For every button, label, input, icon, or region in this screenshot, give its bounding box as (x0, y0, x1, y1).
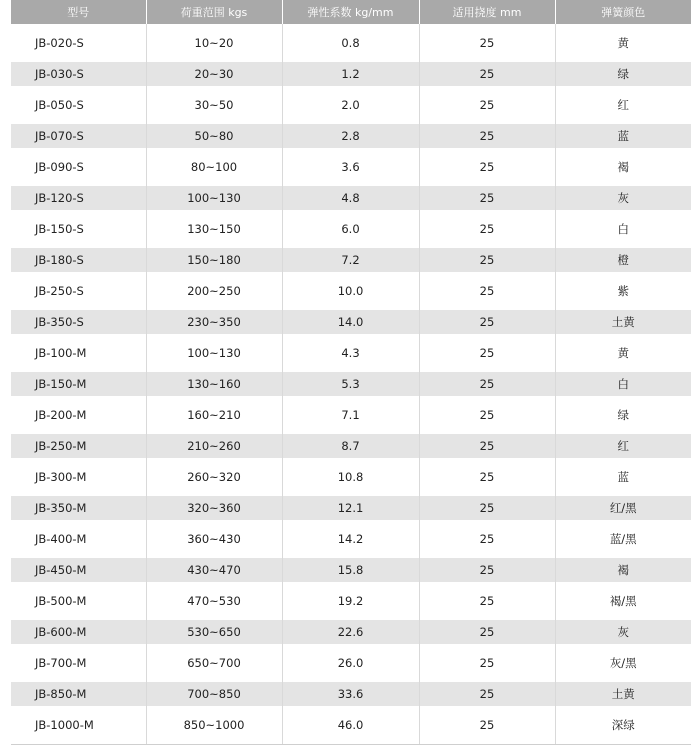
deflection-cell: 25 (419, 334, 555, 372)
spring-color-cell: 蓝 (555, 124, 691, 148)
load-range-cell: 150~180 (146, 248, 282, 272)
table-row (11, 186, 691, 210)
model-cell: JB-250-M (11, 434, 146, 458)
load-range-cell: 850~1000 (146, 706, 282, 745)
table-row (11, 434, 691, 458)
model-cell: JB-600-M (11, 620, 146, 644)
table-row (11, 124, 691, 148)
spring-rate-cell: 2.8 (282, 124, 419, 148)
load-range-cell: 430~470 (146, 558, 282, 582)
spring-rate-cell: 7.1 (282, 396, 419, 434)
table-row (11, 248, 691, 272)
spring-color-cell: 蓝/黑 (555, 520, 691, 558)
table-row (11, 644, 691, 682)
deflection-cell: 25 (419, 124, 555, 148)
spring-rate-cell: 33.6 (282, 682, 419, 706)
table-row (11, 24, 691, 62)
table-row (11, 682, 691, 706)
load-range-cell: 100~130 (146, 334, 282, 372)
header-deflection: 适用挠度 mm (419, 0, 555, 24)
load-range-cell: 360~430 (146, 520, 282, 558)
model-cell: JB-150-M (11, 372, 146, 396)
deflection-cell: 25 (419, 706, 555, 745)
model-cell: JB-350-S (11, 310, 146, 334)
spring-rate-cell: 6.0 (282, 210, 419, 248)
load-range-cell: 130~160 (146, 372, 282, 396)
deflection-cell: 25 (419, 682, 555, 706)
spring-rate-cell: 7.2 (282, 248, 419, 272)
model-cell: JB-1000-M (11, 706, 146, 745)
spring-color-cell: 深绿 (555, 706, 691, 745)
table-row (11, 310, 691, 334)
deflection-cell: 25 (419, 62, 555, 86)
deflection-cell: 25 (419, 434, 555, 458)
load-range-cell: 80~100 (146, 148, 282, 186)
deflection-cell: 25 (419, 582, 555, 620)
deflection-cell: 25 (419, 210, 555, 248)
model-cell: JB-070-S (11, 124, 146, 148)
spring-rate-cell: 4.8 (282, 186, 419, 210)
table-body (11, 24, 691, 745)
table-row (11, 558, 691, 582)
spring-rate-cell: 2.0 (282, 86, 419, 124)
header-load-range: 荷重范围 kgs (146, 0, 282, 24)
model-cell: JB-200-M (11, 396, 146, 434)
table-header-row (11, 0, 691, 24)
load-range-cell: 260~320 (146, 458, 282, 496)
spring-rate-cell: 26.0 (282, 644, 419, 682)
spring-color-cell: 褐 (555, 558, 691, 582)
spring-rate-cell: 1.2 (282, 62, 419, 86)
load-range-cell: 320~360 (146, 496, 282, 520)
spring-rate-cell: 3.6 (282, 148, 419, 186)
deflection-cell: 25 (419, 372, 555, 396)
model-cell: JB-100-M (11, 334, 146, 372)
model-cell: JB-090-S (11, 148, 146, 186)
model-cell: JB-500-M (11, 582, 146, 620)
deflection-cell: 25 (419, 248, 555, 272)
spring-color-cell: 褐 (555, 148, 691, 186)
load-range-cell: 230~350 (146, 310, 282, 334)
header-spring-rate: 弹性系数 kg/mm (282, 0, 419, 24)
table-row (11, 706, 691, 745)
spring-color-cell: 紫 (555, 272, 691, 310)
spring-rate-cell: 15.8 (282, 558, 419, 582)
model-cell: JB-400-M (11, 520, 146, 558)
model-cell: JB-020-S (11, 24, 146, 62)
model-cell: JB-350-M (11, 496, 146, 520)
spring-rate-cell: 8.7 (282, 434, 419, 458)
spring-rate-cell: 0.8 (282, 24, 419, 62)
table-row (11, 582, 691, 620)
deflection-cell: 25 (419, 620, 555, 644)
table-row (11, 86, 691, 124)
header-model: 型号 (11, 0, 146, 24)
deflection-cell: 25 (419, 186, 555, 210)
table-row (11, 272, 691, 310)
model-cell: JB-300-M (11, 458, 146, 496)
table-row (11, 520, 691, 558)
spring-color-cell: 蓝 (555, 458, 691, 496)
load-range-cell: 200~250 (146, 272, 282, 310)
load-range-cell: 50~80 (146, 124, 282, 148)
load-range-cell: 530~650 (146, 620, 282, 644)
spring-color-cell: 红 (555, 434, 691, 458)
load-range-cell: 130~150 (146, 210, 282, 248)
load-range-cell: 10~20 (146, 24, 282, 62)
deflection-cell: 25 (419, 496, 555, 520)
model-cell: JB-180-S (11, 248, 146, 272)
deflection-cell: 25 (419, 396, 555, 434)
model-cell: JB-700-M (11, 644, 146, 682)
deflection-cell: 25 (419, 310, 555, 334)
deflection-cell: 25 (419, 520, 555, 558)
spring-rate-cell: 5.3 (282, 372, 419, 396)
spring-color-cell: 黄 (555, 24, 691, 62)
load-range-cell: 30~50 (146, 86, 282, 124)
model-cell: JB-850-M (11, 682, 146, 706)
table-row (11, 458, 691, 496)
load-range-cell: 100~130 (146, 186, 282, 210)
spring-color-cell: 白 (555, 210, 691, 248)
table-row (11, 62, 691, 86)
deflection-cell: 25 (419, 644, 555, 682)
spring-rate-cell: 4.3 (282, 334, 419, 372)
load-range-cell: 470~530 (146, 582, 282, 620)
spring-color-cell: 橙 (555, 248, 691, 272)
table-row (11, 148, 691, 186)
table-row (11, 620, 691, 644)
deflection-cell: 25 (419, 148, 555, 186)
deflection-cell: 25 (419, 458, 555, 496)
model-cell: JB-030-S (11, 62, 146, 86)
spring-color-cell: 黄 (555, 334, 691, 372)
spring-rate-cell: 19.2 (282, 582, 419, 620)
spring-rate-cell: 14.0 (282, 310, 419, 334)
model-cell: JB-050-S (11, 86, 146, 124)
deflection-cell: 25 (419, 558, 555, 582)
spring-rate-cell: 10.0 (282, 272, 419, 310)
load-range-cell: 210~260 (146, 434, 282, 458)
model-cell: JB-250-S (11, 272, 146, 310)
table-row (11, 334, 691, 372)
spring-color-cell: 绿 (555, 62, 691, 86)
table-row (11, 496, 691, 520)
spring-color-cell: 红/黑 (555, 496, 691, 520)
spring-spec-table (11, 0, 691, 745)
spring-color-cell: 土黄 (555, 310, 691, 334)
model-cell: JB-450-M (11, 558, 146, 582)
model-cell: JB-150-S (11, 210, 146, 248)
spring-color-cell: 褐/黑 (555, 582, 691, 620)
spring-rate-cell: 22.6 (282, 620, 419, 644)
spring-rate-cell: 14.2 (282, 520, 419, 558)
load-range-cell: 650~700 (146, 644, 282, 682)
spring-color-cell: 土黄 (555, 682, 691, 706)
spring-rate-cell: 46.0 (282, 706, 419, 745)
deflection-cell: 25 (419, 86, 555, 124)
load-range-cell: 700~850 (146, 682, 282, 706)
deflection-cell: 25 (419, 272, 555, 310)
spring-rate-cell: 12.1 (282, 496, 419, 520)
deflection-cell: 25 (419, 24, 555, 62)
model-cell: JB-120-S (11, 186, 146, 210)
spring-color-cell: 灰/黑 (555, 644, 691, 682)
spring-color-cell: 红 (555, 86, 691, 124)
spring-color-cell: 白 (555, 372, 691, 396)
table-row (11, 210, 691, 248)
spring-color-cell: 灰 (555, 186, 691, 210)
spring-rate-cell: 10.8 (282, 458, 419, 496)
header-spring-color: 弹簧颜色 (555, 0, 691, 24)
table-row (11, 372, 691, 396)
table-row (11, 396, 691, 434)
spring-color-cell: 绿 (555, 396, 691, 434)
spring-color-cell: 灰 (555, 620, 691, 644)
load-range-cell: 20~30 (146, 62, 282, 86)
load-range-cell: 160~210 (146, 396, 282, 434)
